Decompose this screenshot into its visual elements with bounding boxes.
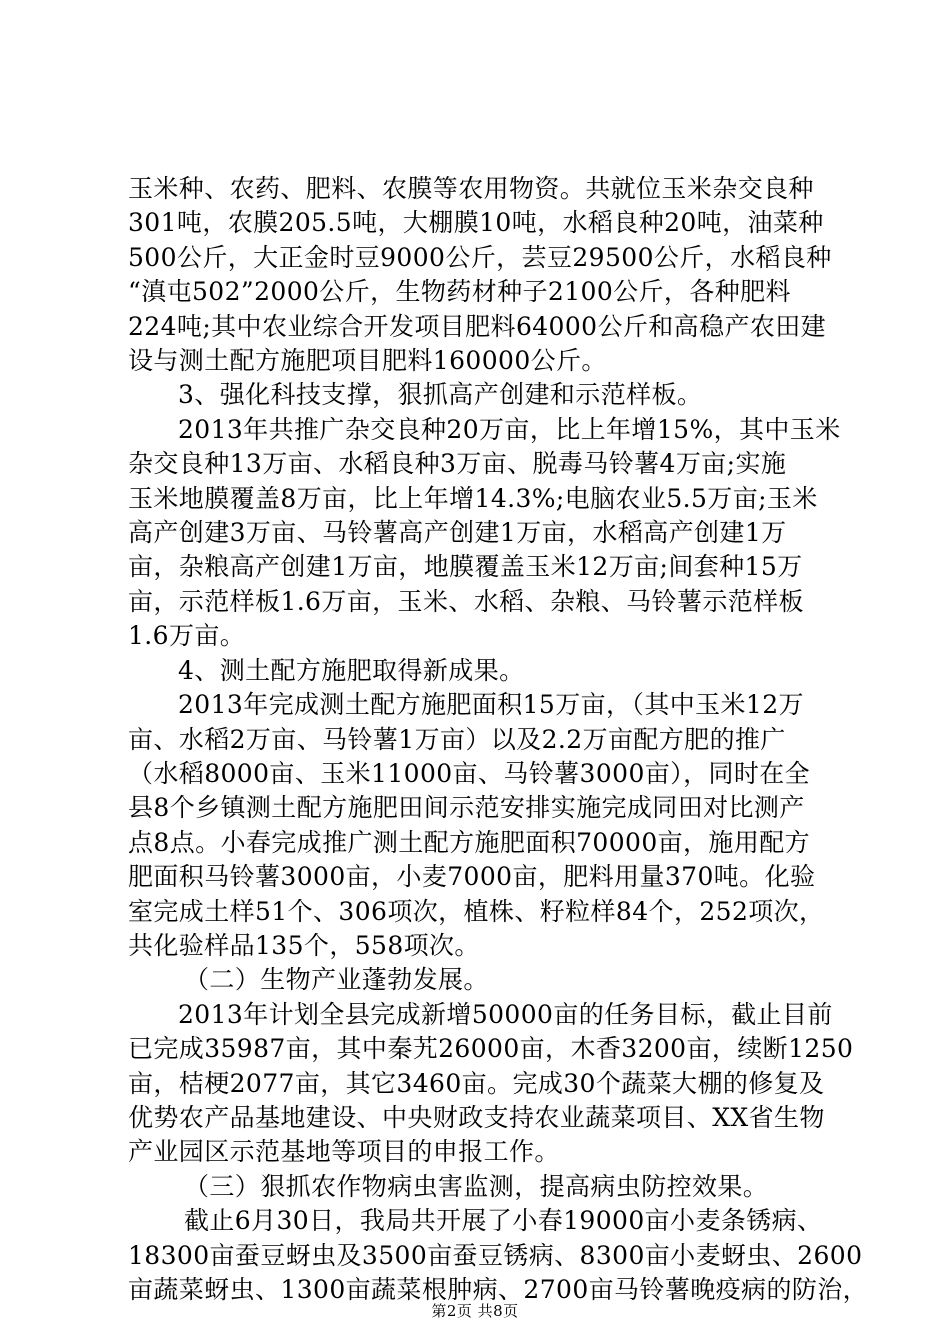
text-line: 亩、水稻2万亩、马铃薯1万亩）以及2.2万亩配方肥的推广 [128, 724, 786, 754]
text-line: “滇屯502”2000公斤，生物药材种子2100公斤，各种肥料 [128, 277, 791, 307]
text-line: 点8点。小春完成推广测土配方施肥面积70000亩，施用配方 [128, 827, 811, 857]
text-line: 优势农产品基地建设、中央财政支持农业蔬菜项目、XX省生物 [128, 1102, 825, 1132]
body-text [128, 172, 869, 1307]
text-line: 1.6万亩。 [128, 621, 246, 651]
text-line: 亩，桔梗2077亩，其它3460亩。完成30个蔬菜大棚的修复及 [128, 1068, 825, 1098]
section-heading: 3、强化科技支撑，狠抓高产创建和示范样板。 [178, 380, 703, 410]
section-heading: （二）生物产业蓬勃发展。 [184, 965, 489, 995]
text-line: 224吨;其中农业综合开发项目肥料64000公斤和高稳产农田建 [128, 311, 827, 341]
paragraph-start: 2013年共推广杂交良种20万亩，比上年增15%，其中玉米 [178, 414, 841, 444]
text-line: 301吨，农膜205.5吨，大棚膜10吨，水稻良种20吨，油菜种 [128, 208, 824, 238]
text-line: 肥面积马铃薯3000亩，小麦7000亩，肥料用量370吨。化验 [128, 862, 816, 892]
text-line: 18300亩蚕豆蚜虫及3500亩蚕豆锈病、8300亩小麦蚜虫、2600 [128, 1240, 863, 1270]
paragraph-start: 截止6月30日，我局共开展了小春19000亩小麦条锈病、 [184, 1206, 823, 1236]
text-line: 高产创建3万亩、马铃薯高产创建1万亩，水稻高产创建1万 [128, 518, 787, 548]
text-line: 500公斤，大正金时豆9000公斤，芸豆29500公斤，水稻良种 [128, 242, 832, 272]
paragraph-start: 2013年计划全县完成新增50000亩的任务目标，截止目前 [178, 999, 833, 1029]
text-line: （水稻8000亩、玉米11000亩、马铃薯3000亩），同时在全 [128, 758, 811, 788]
text-line: 已完成35987亩，其中秦艽26000亩，木香3200亩，续断1250 [128, 1034, 854, 1064]
text-line: 玉米种、农药、肥料、农膜等农用物资。共就位玉米杂交良种 [128, 174, 814, 203]
text-line: 杂交良种13万亩、水稻良种3万亩、脱毒马铃薯4万亩;实施 [128, 449, 787, 479]
text-line: 亩蔬菜蚜虫、1300亩蔬菜根肿病、2700亩马铃薯晚疫病的防治， [128, 1275, 869, 1304]
page-number-footer: 第2页 共8页 [431, 1302, 519, 1320]
section-heading: 4、测土配方施肥取得新成果。 [178, 655, 525, 685]
text-line: 县8个乡镇测土配方施肥田间示范安排实施完成同田对比测产 [128, 793, 805, 823]
text-line: 共化验样品135个，558项次。 [128, 930, 480, 960]
text-line: 亩，杂粮高产创建1万亩，地膜覆盖玉米12万亩;间套种15万 [128, 552, 803, 582]
section-heading: （三）狠抓农作物病虫害监测，提高病虫防控效果。 [184, 1171, 769, 1201]
text-line: 设与测土配方施肥项目肥料160000公斤。 [128, 346, 607, 376]
paragraph-start: 2013年完成测土配方施肥面积15万亩，（其中玉米12万 [178, 690, 804, 720]
text-line: 室完成土样51个、306项次，植株、籽粒样84个，252项次， [128, 896, 825, 926]
text-line: 产业园区示范基地等项目的申报工作。 [128, 1137, 560, 1167]
text-line: 玉米地膜覆盖8万亩，比上年增14.3%;电脑农业5.5万亩;玉米 [128, 483, 818, 513]
text-line: 亩，示范样板1.6万亩，玉米、水稻、杂粮、马铃薯示范样板 [128, 586, 804, 616]
